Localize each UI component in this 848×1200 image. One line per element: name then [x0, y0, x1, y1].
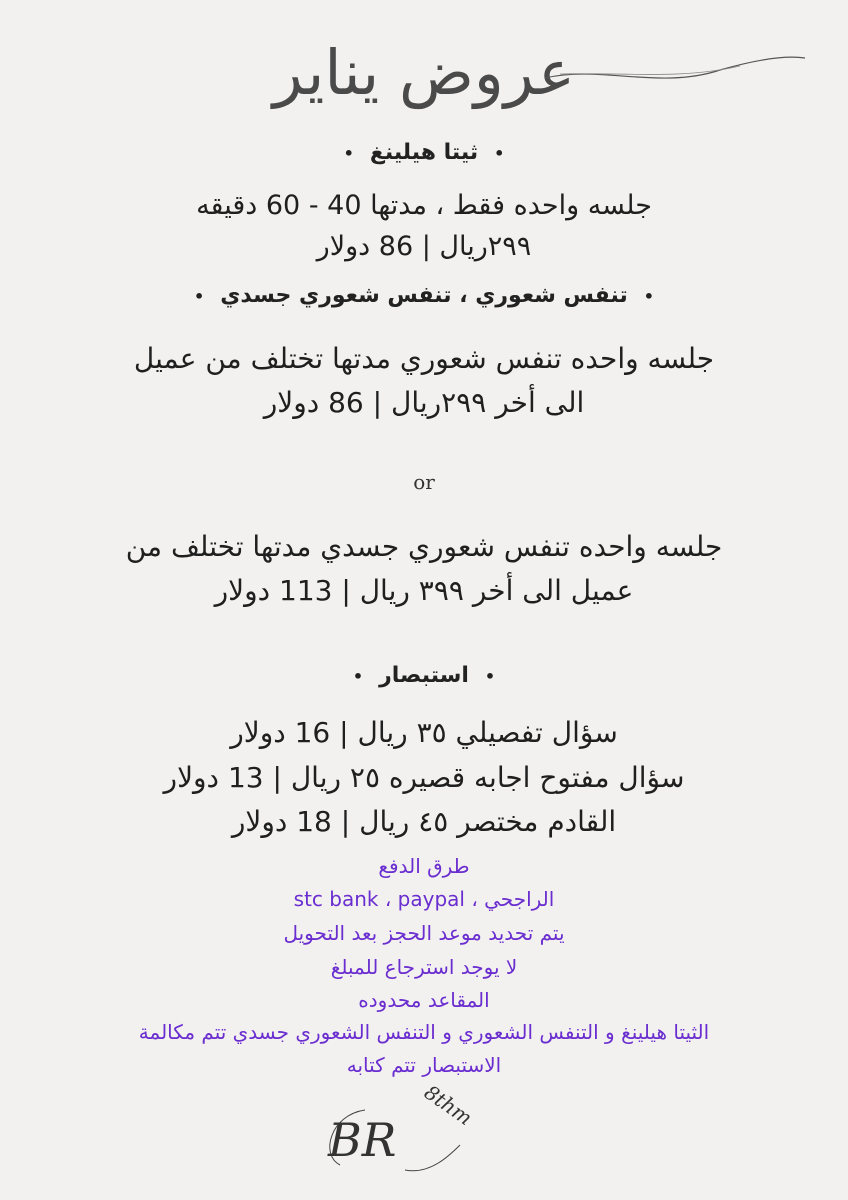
note-call-sessions: الثيتا هيلينغ و التنفس الشعوري و التنفس الشعوري جسدي تتم مكالمة	[138, 1020, 710, 1044]
bullet-icon: •	[643, 286, 654, 306]
bullet-icon: •	[352, 666, 364, 686]
title-swoosh-decoration	[540, 40, 810, 90]
theta-line-1: جلسه واحده فقط ، مدتها 40 - 60 دقيقه	[196, 190, 652, 221]
section-heading-breathing: •تنفس شعوري ، تنفس شعوري جسدي•	[194, 283, 654, 308]
signature-initials: BR	[328, 1113, 397, 1167]
theta-line-2: ٢٩٩ريال | 86 دولار	[316, 231, 532, 262]
bullet-icon: •	[343, 143, 354, 163]
breathing-line-2: الى أخر ٢٩٩ريال | 86 دولار	[263, 386, 585, 419]
note-booking: يتم تحديد موعد الحجز بعد التحويل	[283, 921, 565, 945]
note-payment-methods: الراجحي ، stc bank ، paypal	[293, 887, 555, 911]
body-breathing-line-2: عميل الى أخر ٣٩٩ ريال | 113 دولار	[214, 574, 634, 607]
bullet-icon: •	[484, 666, 496, 686]
separator-or: or	[413, 470, 435, 494]
note-payment-methods-title: طرق الدفع	[378, 854, 470, 878]
bullet-icon: •	[494, 143, 505, 163]
clairvoyance-line-2: سؤال مفتوح اجابه قصيره ٢٥ ريال | 13 دولار	[163, 761, 685, 794]
clairvoyance-line-3: القادم مختصر ٤٥ ريال | 18 دولار	[231, 805, 617, 838]
section-heading-theta: •ثيتا هيلينغ•	[343, 140, 505, 165]
note-no-refund: لا يوجد استرجاع للمبلغ	[330, 955, 518, 979]
breathing-line-1: جلسه واحده تنفس شعوري مدتها تختلف من عميل	[133, 342, 715, 375]
section-heading-clairvoyance: •استبصار•	[352, 663, 496, 688]
signature-suffix: 8thm	[419, 1080, 477, 1130]
signature-logo	[310, 1080, 490, 1185]
bullet-icon: •	[194, 286, 205, 306]
clairvoyance-line-1: سؤال تفصيلي ٣٥ ريال | 16 دولار	[230, 716, 618, 749]
note-written-clairvoyance: الاستبصار تتم كتابه	[346, 1053, 502, 1077]
body-breathing-line-1: جلسه واحده تنفس شعوري جسدي مدتها تختلف من	[125, 530, 723, 563]
page-title: عروض يناير	[272, 36, 576, 109]
note-limited-seats: المقاعد محدوده	[358, 988, 490, 1012]
